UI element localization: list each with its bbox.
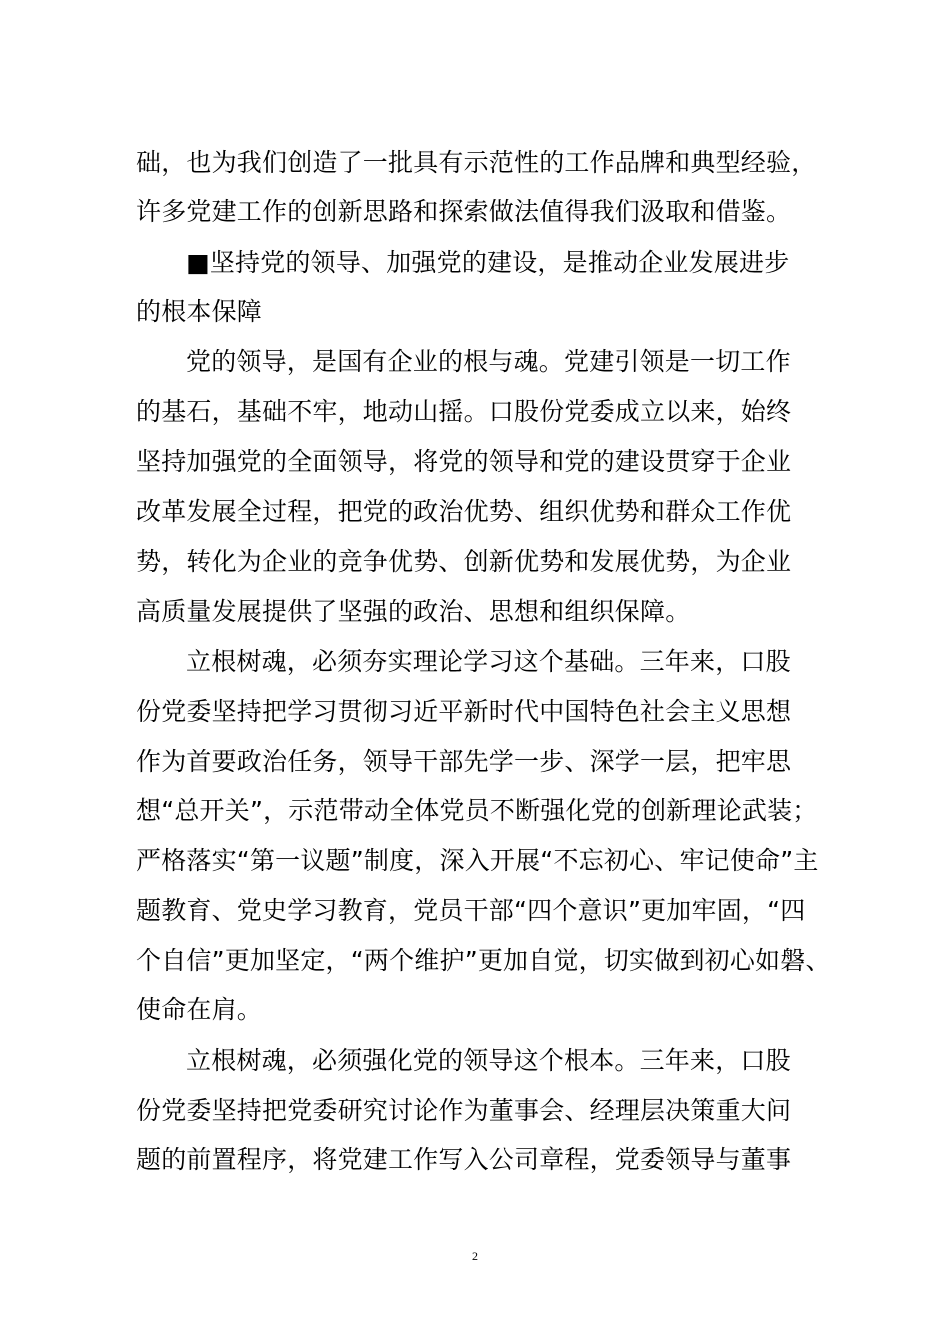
page-number: 2 [472, 1249, 478, 1263]
text-line: 高质量发展提供了坚强的政治、思想和组织保障。 [136, 597, 691, 626]
text-line: 使命在肩。 [136, 995, 263, 1024]
text-line: 改革发展全过程，把党的政治优势、组织优势和群众工作优 [136, 497, 792, 526]
text-line: 的基石，基础不牢，地动山摇。口股份党委成立以来，始终 [136, 397, 792, 426]
text-line: 势，转化为企业的竞争优势、创新优势和发展优势，为企业 [136, 547, 792, 576]
text-line: 份党委坚持把党委研究讨论作为董事会、经理层决策重大问 [136, 1096, 792, 1125]
text-line: 作为首要政治任务，领导干部先学一步、深学一层，把牢思 [136, 747, 792, 776]
section-heading-line: ■坚持党的领导、加强党的建设，是推动企业发展进步 [186, 248, 790, 277]
text-line: 题的前置程序，将党建工作写入公司章程，党委领导与董事 [136, 1145, 792, 1174]
paragraph-start-line: 党的领导，是国有企业的根与魂。党建引领是一切工作 [186, 347, 791, 376]
section-heading-line: 的根本保障 [136, 297, 263, 326]
text-line: 坚持加强党的全面领导，将党的领导和党的建设贯穿于企业 [136, 447, 792, 476]
text-line: 题教育、党史学习教育，党员干部“四个意识”更加牢固，“四 [136, 896, 806, 925]
text-line: 份党委坚持把学习贯彻习近平新时代中国特色社会主义思想 [136, 697, 792, 726]
paragraph-start-line: 立根树魂，必须强化党的领导这个根本。三年来，口股 [186, 1046, 791, 1075]
text-line: 础，也为我们创造了一批具有示范性的工作品牌和典型经验， [136, 148, 817, 177]
text-line: 个自信”更加坚定，“两个维护”更加自觉，切实做到初心如磐、 [136, 946, 831, 975]
text-line: 许多党建工作的创新思路和探索做法值得我们汲取和借鉴。 [136, 197, 792, 226]
text-line: 严格落实“第一议题”制度，深入开展“不忘初心、牢记使命”主 [136, 846, 819, 875]
paragraph-start-line: 立根树魂，必须夯实理论学习这个基础。三年来，口股 [186, 647, 791, 676]
text-line: 想“总开关”，示范带动全体党员不断强化党的创新理论武装； [136, 796, 818, 825]
